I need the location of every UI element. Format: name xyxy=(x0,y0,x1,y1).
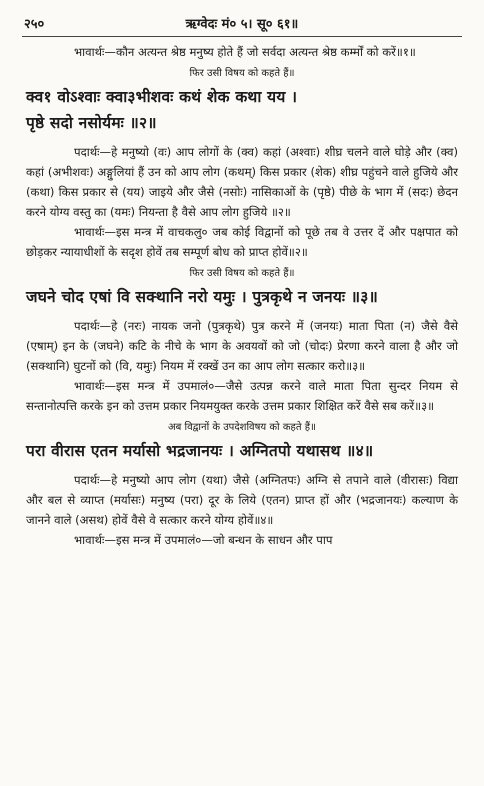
page-header xyxy=(18,14,466,34)
padartha-3: पदार्थः—हे (नरः) नायक जनो (पुत्रकृथे) पुत्र करने में (जनयः) माता पिता (न) जैसे वैसे (एषाम्) इन के (जघने) कटि के नीचे के भाग के अवयवों को जो (चोदः) प्रेरणा करने वाला है और जो (सक्थानि) घुटनों को (वि, यमुः) नियम में रक्खें उन का आप लोग सत्कार करो॥३॥ xyxy=(26,319,458,373)
page-body xyxy=(26,42,458,550)
mantra-2-line-1: क्व१ वोऽश्वाः क्वा३भीशवः कथं शेक कथा यय । xyxy=(26,88,298,106)
bhavartha-2: भावार्थः—इस मन्त्र में वाचकलु० जब कोई विद्वानों को पूछे तब वे उत्तर दें और पक्षपात को छोड़कर न्यायाधीशों के सदृश होवें तब सम्पूर्ण बोध को प्राप्त होवें॥२॥ xyxy=(26,225,458,259)
mantra-4: परा वीरास एतन मर्यासो भद्रजानयः । अग्नितपो यथासथ ॥४॥ xyxy=(26,442,374,460)
bhavartha-3: भावार्थः—इस मन्त्र में उपमालं०—जैसे उत्पन्न करने वाले माता पिता सुन्दर नियम से सन्तानोत्पत्ति करके इन को उत्तम प्रकार नियमयुक्त करके उत्तम प्रकार शिक्षित करें वैसे सब करें॥३॥ xyxy=(26,379,458,413)
section-heading: फिर उसी विषय को कहते हैं॥ xyxy=(189,68,295,79)
running-title: ऋग्वेदः मं० ५। सू० ६१॥ xyxy=(185,17,299,32)
section-heading: फिर उसी विषय को कहते हैं॥ xyxy=(189,268,295,279)
page-number: २५० xyxy=(24,17,45,32)
bhavartha-4: भावार्थः—इस मन्त्र में उपमालं०—जो बन्धन के साधन और पाप xyxy=(74,533,333,547)
section-heading: अब विद्वानों के उपदेशविषय को कहते हैं॥ xyxy=(168,422,316,433)
padartha-2: पदार्थः—हे मनुष्यो (वः) आप लोगों के (क्व) कहां (अश्वाः) शीघ्र चलने वाले घोड़े और (क्व) कहां (अभीशवः) अङ्गुलियां हैं उन को आप लोग (कथम्) किस प्रकार (शेक) शीघ्र पहुंचने वाले हुजिये और (कथा) किस प्रकार से (यय) जाइये और जैसे (नसोः) नासिकाओं के (पृष्ठे) पीछे के भाग में (सदः) छेदन करने योग्य वस्तु का (यमः) नियन्ता है वैसे आप लोग हुजिये ॥२॥ xyxy=(26,145,458,219)
mantra-2-line-2: पृष्ठे सदो नसोर्यमः ॥२॥ xyxy=(26,114,157,132)
mantra-3: जघने चोद एषां वि सक्थानि नरो यमुः । पुत्रकृथे न जनयः ॥३॥ xyxy=(26,288,378,306)
header-rule xyxy=(22,36,462,37)
bhavartha-1: भावार्थः—कौन अत्यन्त श्रेष्ठ मनुष्य होते हैं जो सर्वदा अत्यन्त श्रेष्ठ कर्म्मों को करें॥१॥ xyxy=(74,45,416,59)
padartha-4: पदार्थः—हे मनुष्यो आप लोग (यथा) जैसे (अग्नितपः) अग्नि से तपाने वाले (वीरासः) विद्या और बल से व्याप्त (मर्यासः) मनुष्य (परा) दूर के लिये (एतन) प्राप्त हों और (भद्रजानयः) कल्याण के जानने वाले (असथ) होवें वैसे वे सत्कार करने योग्य होवें॥४॥ xyxy=(26,473,458,527)
